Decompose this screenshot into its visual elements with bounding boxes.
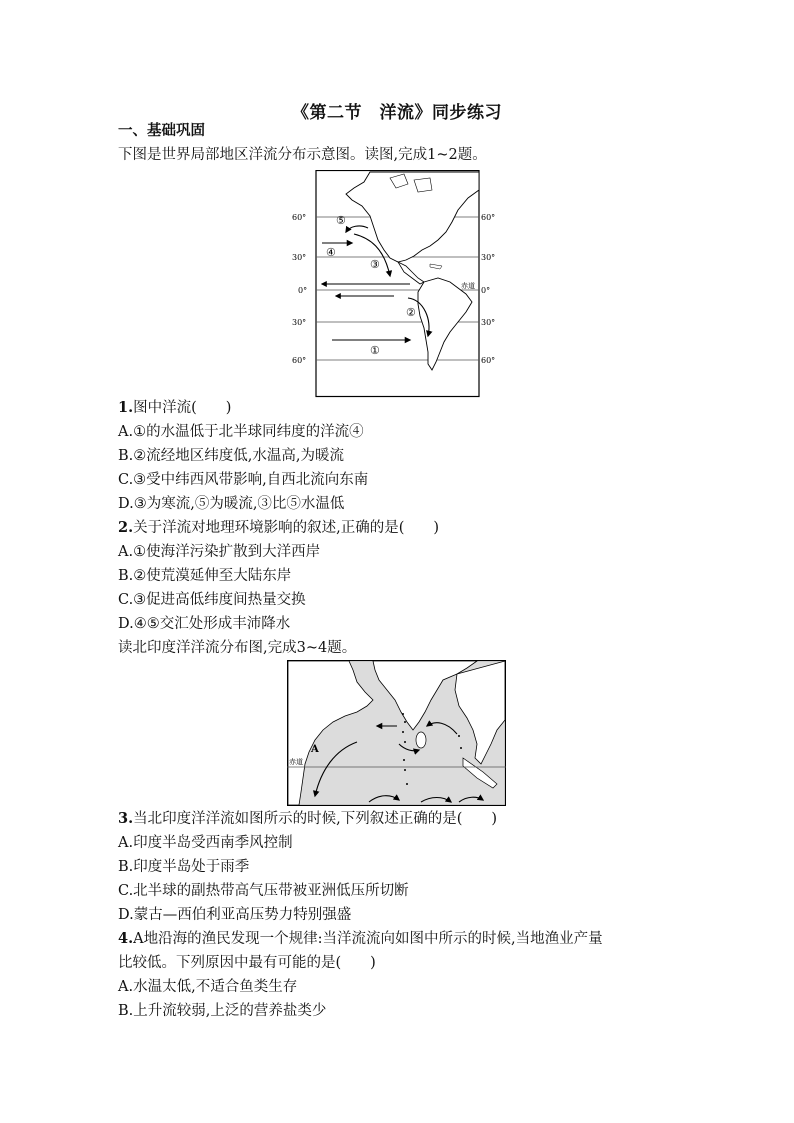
- lat-label-0-left: 0°: [298, 286, 308, 295]
- question-2-number: 2.: [118, 519, 134, 536]
- current-4-label: ④: [326, 246, 336, 259]
- equator-label: 赤道: [461, 282, 475, 290]
- q1-option-d: D.③为寒流,⑤为暖流,③比⑤水温低: [118, 496, 345, 512]
- question-4-stem-line2: 比较低。下列原因中最有可能的是( ): [118, 955, 376, 971]
- q2-option-b: B.②使荒漠延伸至大陆东岸: [118, 568, 292, 584]
- question-4-stem-line1: A地沿海的渔民发现一个规律:当洋流流向如图中所示的时候,当地渔业产量: [133, 931, 603, 947]
- lat-label-60n-left: 60°: [292, 213, 307, 222]
- lat-label-60n-right: 60°: [481, 213, 496, 222]
- map1-intro: 下图是世界局部地区洋流分布示意图。读图,完成1~2题。: [118, 147, 487, 163]
- lat-label-30s-left: 30°: [292, 318, 307, 327]
- current-3-label: ③: [370, 258, 380, 271]
- question-3-stem: 当北印度洋洋流如图所示的时候,下列叙述正确的是( ): [133, 811, 498, 827]
- question-1-number: 1.: [118, 399, 134, 416]
- q3-option-c: C.北半球的副热带高气压带被亚洲低压所切断: [118, 883, 409, 899]
- lat-label-60s-right: 60°: [481, 356, 496, 365]
- current-5-label: ⑤: [336, 214, 346, 227]
- current-2-label: ②: [406, 306, 416, 319]
- page-title: 《第二节 洋流》同步练习: [292, 103, 502, 123]
- lat-label-0-right: 0°: [481, 286, 491, 295]
- q1-option-c: C.③受中纬西风带影响,自西北流向东南: [118, 472, 369, 488]
- current-1-label: ①: [370, 344, 380, 357]
- q1-option-b: B.②流经地区纬度低,水温高,为暖流: [118, 448, 344, 464]
- ocean-currents-map: [290, 170, 505, 398]
- lat-label-30n-left: 30°: [292, 253, 307, 262]
- question-1: [118, 398, 231, 418]
- q2-option-c: C.③促进高低纬度间热量交换: [118, 592, 306, 608]
- lat-label-60s-left: 60°: [292, 356, 307, 365]
- q2-option-d: D.④⑤交汇处形成丰沛降水: [118, 616, 291, 632]
- q4-option-a: A.水温太低,不适合鱼类生存: [118, 979, 298, 995]
- q2-option-a: A.①使海洋污染扩散到大洋西岸: [118, 544, 321, 560]
- question-2: [118, 518, 439, 538]
- question-3-number: 3.: [118, 810, 134, 827]
- lat-label-30s-right: 30°: [481, 318, 496, 327]
- question-4-number: 4.: [118, 930, 134, 947]
- equator-label-map2: 赤道: [289, 758, 303, 766]
- question-2-stem: 关于洋流对地理环境影响的叙述,正确的是( ): [133, 520, 440, 536]
- q4-option-b: B.上升流较弱,上泛的营养盐类少: [118, 1003, 327, 1019]
- north-indian-ocean-map: [287, 660, 506, 806]
- lat-label-30n-right: 30°: [481, 253, 496, 262]
- question-1-stem: 图中洋流( ): [133, 400, 232, 416]
- q3-option-d: D.蒙古—西伯利亚高压势力特别强盛: [118, 907, 352, 923]
- map2-intro: 读北印度洋洋流分布图,完成3~4题。: [118, 640, 357, 656]
- q1-option-a: A.①的水温低于北半球同纬度的洋流④: [118, 424, 364, 440]
- section-heading: 一、基础巩固: [118, 122, 205, 139]
- point-a-label: A: [311, 744, 319, 755]
- q3-option-a: A.印度半岛受西南季风控制: [118, 835, 293, 851]
- question-4: [118, 929, 603, 949]
- question-3: [118, 809, 497, 829]
- q3-option-b: B.印度半岛处于雨季: [118, 859, 250, 875]
